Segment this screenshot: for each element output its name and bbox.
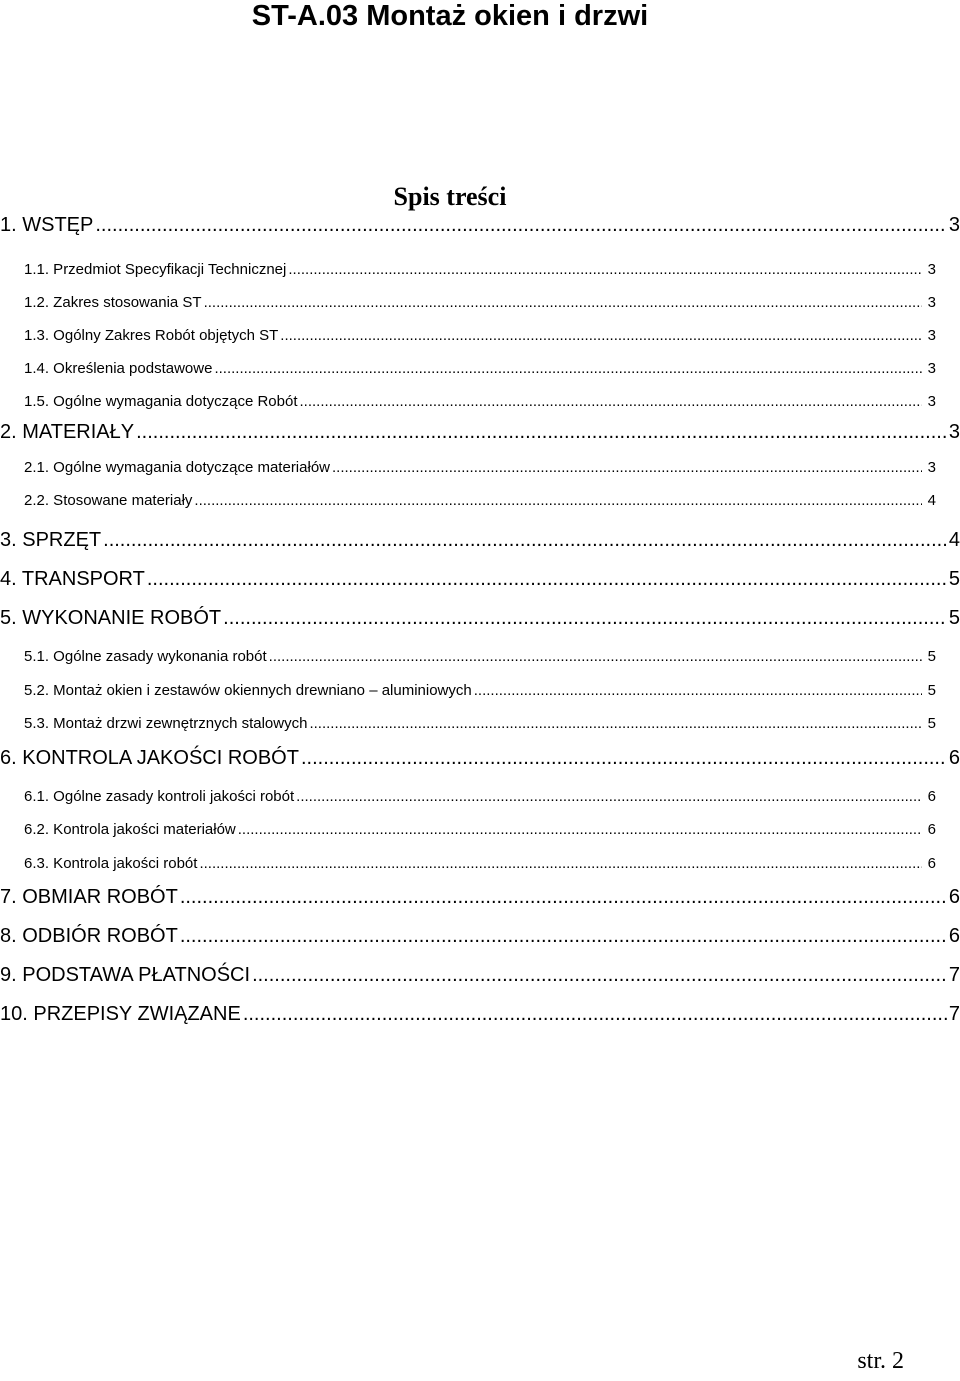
toc-dot-leader — [309, 715, 921, 732]
toc-entry-page: 7 — [948, 964, 960, 986]
toc-entry-page: 4 — [927, 492, 936, 509]
toc-entry-label: 1.1. Przedmiot Specyfikacji Technicznej — [24, 261, 287, 278]
toc-dot-leader — [280, 327, 921, 344]
toc-heading: Spis treści — [393, 182, 507, 211]
toc-dot-leader — [223, 607, 947, 630]
toc-entry[interactable] — [24, 855, 936, 872]
document-title: ST-A.03 Montaż okien i drzwi — [251, 0, 649, 32]
toc-entry-label: 1.3. Ogólny Zakres Robót objętych ST — [24, 327, 279, 344]
toc-entry[interactable] — [24, 648, 936, 665]
toc-entry[interactable] — [0, 964, 960, 987]
toc-entry-label: 2.2. Stosowane materiały — [24, 492, 193, 509]
toc-entry[interactable] — [24, 327, 936, 344]
toc-entry[interactable] — [0, 747, 960, 770]
toc-entry-label: 6.3. Kontrola jakości robót — [24, 855, 198, 872]
toc-dot-leader — [243, 1003, 947, 1026]
toc-dot-leader — [332, 459, 922, 476]
toc-entry-page: 3 — [927, 327, 936, 344]
toc-entry-page: 5 — [927, 682, 936, 699]
toc-dot-leader — [136, 421, 947, 444]
toc-entry[interactable] — [0, 1003, 960, 1026]
toc-entry-label: 5.3. Montaż drzwi zewnętrznych stalowych — [24, 715, 308, 732]
toc-entry-page: 7 — [948, 1003, 960, 1025]
toc-dot-leader — [95, 214, 947, 237]
page-number: str. 2 — [857, 1348, 904, 1374]
toc-dot-leader — [147, 568, 947, 591]
toc-entry-label: 6. KONTROLA JAKOŚCI ROBÓT — [0, 747, 299, 769]
toc-dot-leader — [288, 261, 921, 278]
toc-entry[interactable] — [24, 682, 936, 699]
toc-entry-page: 6 — [948, 747, 960, 769]
toc-entry-label: 5.1. Ogólne zasady wykonania robót — [24, 648, 267, 665]
toc-entry[interactable] — [0, 925, 960, 948]
toc-entry-label: 1.4. Określenia podstawowe — [24, 360, 213, 377]
toc-entry-label: 2. MATERIAŁY — [0, 421, 135, 443]
toc-entry[interactable] — [24, 715, 936, 732]
toc-dot-leader — [296, 788, 922, 805]
toc-entry-label: 10. PRZEPISY ZWIĄZANE — [0, 1003, 241, 1025]
toc-entry-page: 4 — [948, 529, 960, 551]
toc-entry-label: 3. SPRZĘT — [0, 529, 102, 551]
toc-entry[interactable] — [0, 214, 960, 237]
toc-entry-label: 1.5. Ogólne wymagania dotyczące Robót — [24, 393, 298, 410]
toc-dot-leader — [199, 855, 921, 872]
toc-dot-leader — [301, 747, 947, 770]
toc-entry-page: 3 — [927, 261, 936, 278]
toc-entry-page: 5 — [927, 715, 936, 732]
toc-entry-page: 6 — [927, 788, 936, 805]
toc-entry-page: 6 — [927, 821, 936, 838]
toc-entry-label: 1.2. Zakres stosowania ST — [24, 294, 202, 311]
toc-entry[interactable] — [24, 492, 936, 509]
toc-entry[interactable] — [24, 261, 936, 278]
toc-entry[interactable] — [24, 393, 936, 410]
toc-entry-label: 7. OBMIAR ROBÓT — [0, 886, 178, 908]
toc-entry-page: 6 — [948, 886, 960, 908]
toc-entry-page: 3 — [927, 393, 936, 410]
toc-dot-leader — [214, 360, 921, 377]
toc-entry-page: 5 — [948, 568, 960, 590]
toc-entry-label: 1. WSTĘP — [0, 214, 94, 236]
toc-entry-page: 3 — [927, 459, 936, 476]
toc-entry[interactable] — [24, 459, 936, 476]
toc-dot-leader — [180, 925, 947, 948]
toc-entry[interactable] — [0, 529, 960, 552]
toc-entry-page: 5 — [948, 607, 960, 629]
toc-entry[interactable] — [24, 788, 936, 805]
toc-entry-page: 3 — [927, 360, 936, 377]
toc-entry-page: 3 — [927, 294, 936, 311]
toc-entry-label: 8. ODBIÓR ROBÓT — [0, 925, 178, 947]
toc-entry[interactable] — [0, 568, 960, 591]
toc-entry[interactable] — [24, 821, 936, 838]
toc-entry[interactable] — [0, 607, 960, 630]
toc-dot-leader — [204, 294, 922, 311]
toc-entry-label: 2.1. Ogólne wymagania dotyczące materiałów — [24, 459, 330, 476]
toc-entry-page: 6 — [927, 855, 936, 872]
toc-entry[interactable] — [0, 421, 960, 444]
toc-dot-leader — [180, 886, 947, 909]
toc-entry-label: 6.1. Ogólne zasady kontroli jakości robót — [24, 788, 295, 805]
toc-entry-label: 5.2. Montaż okien i zestawów okiennych drewniano – aluminiowych — [24, 682, 472, 699]
toc-entry-label: 9. PODSTAWA PŁATNOŚCI — [0, 964, 251, 986]
toc-dot-leader — [238, 821, 922, 838]
toc-dot-leader — [194, 492, 921, 509]
toc-dot-leader — [103, 529, 947, 552]
toc-entry[interactable] — [0, 886, 960, 909]
toc-entry-page: 5 — [927, 648, 936, 665]
toc-entry-page: 3 — [948, 214, 960, 236]
toc-dot-leader — [474, 682, 922, 699]
toc-entry[interactable] — [24, 294, 936, 311]
toc-entry-label: 5. WYKONANIE ROBÓT — [0, 607, 222, 629]
toc-entry[interactable] — [24, 360, 936, 377]
toc-dot-leader — [269, 648, 922, 665]
toc-entry-page: 3 — [948, 421, 960, 443]
toc-dot-leader — [252, 964, 947, 987]
toc-entry-page: 6 — [948, 925, 960, 947]
toc-dot-leader — [300, 393, 922, 410]
toc-entry-label: 6.2. Kontrola jakości materiałów — [24, 821, 236, 838]
toc-entry-label: 4. TRANSPORT — [0, 568, 145, 590]
